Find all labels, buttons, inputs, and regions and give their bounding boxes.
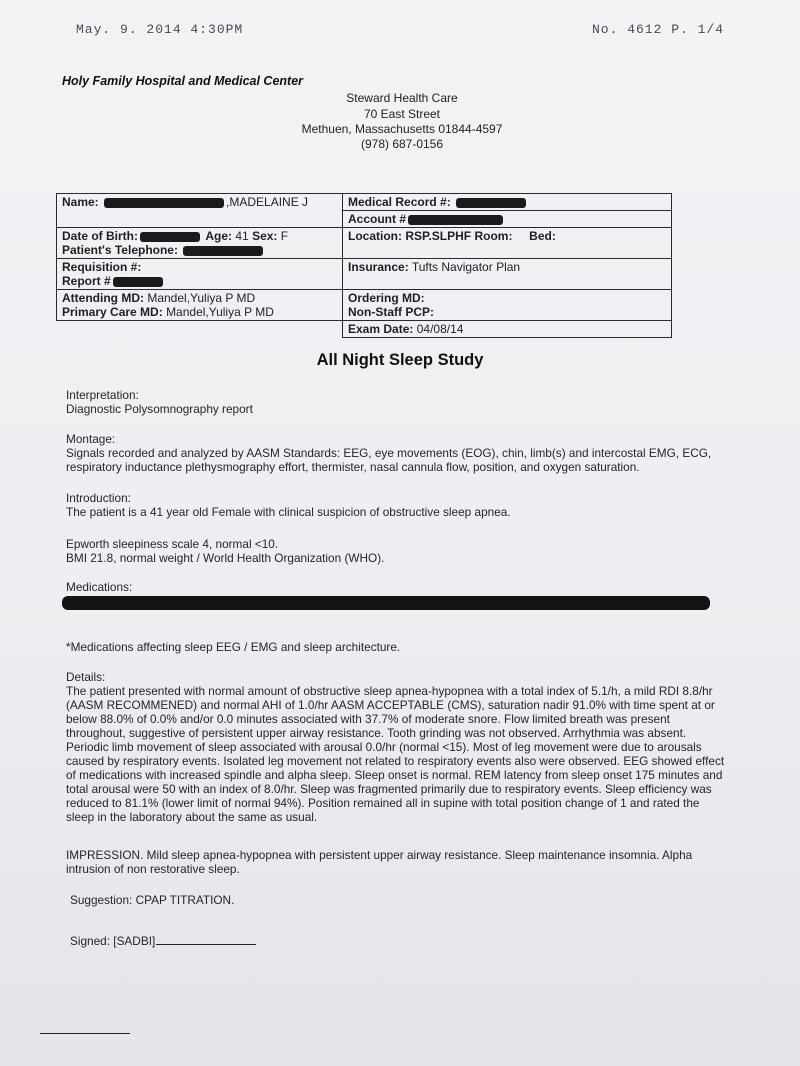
- requisition-cell: [57, 259, 343, 290]
- report-label: Report #: [62, 274, 111, 288]
- ordering-label: Ordering MD:: [348, 291, 425, 305]
- telephone-label: Patient's Telephone:: [62, 243, 178, 257]
- redaction-bar: [104, 198, 224, 208]
- medications-redaction-bar: [62, 596, 710, 610]
- redaction-bar: [113, 277, 163, 287]
- epworth-text: Epworth sleepiness scale 4, normal <10.: [66, 537, 279, 551]
- details-section: [66, 670, 726, 824]
- requisition-label: Requisition #:: [62, 260, 142, 274]
- redaction-bar: [183, 246, 263, 256]
- hospital-phone: (978) 687-0156: [360, 137, 444, 151]
- details-text: The patient presented with normal amount of obstructive sleep apnea-hypopnea with a total index of 5.1/h, a mild RDI 8.8/hr (AASM RECOMMENED) and normal AHI of 1.0/hr AASM ACCEPTABLE (CMS), saturation nadir 91.0% with time spent at or below 88.0% of 0.0% and/or 0.0 minutes associated with 37.7% of moderate snore. Flow limited breath was present throughout, suggestive of persistent upper airway resistance. Tooth grinding was not observed. Arrhythmia was absent. Periodic limb movement of sleep associated with arousal 0.0/hr (normal <15). Most of leg movement were due to arousals caused by respiratory events. Isolated leg movement not related to respiratory events also were observed. EEG showed effect of medications with increased spindle and alpha sleep. Sleep onset is normal. REM latency from sleep onset 175 minutes and total arousal were 50 with an index of 8.0/hr. Sleep was fragmented primarily due to respiratory events. Sleep efficiency was reduced to 81.1% (lower limit of normal 94%). Position remained all in supine with total position change of 1 and rated the sleep in the laboratory about the same as usual.: [66, 684, 725, 824]
- dob-label: Date of Birth:: [62, 229, 138, 243]
- patient-info-table: [56, 193, 672, 338]
- study-title: All Night Sleep Study: [316, 351, 484, 369]
- attending-value: Mandel,Yuliya P MD: [147, 291, 256, 305]
- impression-text: IMPRESSION. Mild sleep apnea-hypopnea with persistent upper airway resistance. Sleep maintenance insomnia. Alpha intrusion of non restorative sleep.: [66, 848, 693, 876]
- signed-text: Signed: [SADBI]: [70, 934, 156, 948]
- account-cell: [343, 211, 672, 228]
- introduction-text: The patient is a 41 year old Female with clinical suspicion of obstructive sleep apnea.: [66, 505, 511, 519]
- footer-rule: [40, 1033, 130, 1034]
- primary-care-value: Mandel,Yuliya P MD: [166, 305, 274, 319]
- dob-cell: [57, 228, 343, 259]
- non-staff-pcp-label: Non-Staff PCP:: [348, 305, 434, 319]
- org-name: Steward Health Care: [346, 91, 458, 105]
- room-label: Room:: [474, 229, 513, 243]
- insurance-value: Tufts Navigator Plan: [411, 260, 521, 274]
- montage-text: Signals recorded and analyzed by AASM Standards: EEG, eye movements (EOG), chin, limb(s) and intercostal EMG, ECG, respiratory inductance plethysmography effort, thermister, nasal cannula flow, position, and oxygen saturation.: [66, 446, 712, 474]
- medications-note: *Medications affecting sleep EEG / EMG and sleep architecture.: [66, 640, 401, 654]
- location-value: RSP.SLPHF: [405, 229, 472, 243]
- physicians-cell: [57, 290, 343, 321]
- redaction-bar: [456, 198, 526, 208]
- insurance-label: Insurance:: [348, 260, 409, 274]
- sex-value: F: [280, 229, 289, 243]
- age-value: 41: [235, 229, 249, 243]
- bmi-text: BMI 21.8, normal weight / World Health Organization (WHO).: [66, 551, 385, 565]
- fax-page-number: No. 4612 P. 1/4: [592, 22, 725, 37]
- scores-section: [66, 537, 726, 565]
- introduction-section: [66, 491, 726, 519]
- name-value: ,MADELAINE J: [226, 195, 309, 209]
- insurance-cell: [343, 259, 672, 290]
- age-label: Age:: [205, 229, 233, 243]
- name-label: Name:: [62, 195, 99, 209]
- interpretation-heading: Interpretation:: [66, 388, 139, 402]
- signature-underline: [156, 944, 256, 945]
- location-label: Location:: [348, 229, 402, 243]
- montage-heading: Montage:: [66, 432, 116, 446]
- attending-label: Attending MD:: [62, 291, 144, 305]
- city-address: Methuen, Massachusetts 01844-4597: [301, 122, 503, 136]
- empty-cell: [57, 321, 343, 338]
- suggestion-text: Suggestion: CPAP TITRATION.: [70, 893, 235, 907]
- bed-label: Bed:: [529, 229, 556, 243]
- location-cell: [343, 228, 672, 259]
- exam-date-cell: [343, 321, 672, 338]
- primary-care-label: Primary Care MD:: [62, 305, 163, 319]
- medical-record-label: Medical Record #:: [348, 195, 451, 209]
- interpretation-section: [66, 388, 726, 416]
- exam-date-value: 04/08/14: [416, 322, 464, 336]
- street-address: 70 East Street: [363, 107, 441, 121]
- medications-heading: Medications:: [66, 580, 133, 594]
- account-label: Account #: [348, 212, 407, 226]
- exam-date-label: Exam Date:: [348, 322, 414, 336]
- signature-line: [70, 934, 730, 948]
- interpretation-text: Diagnostic Polysomnography report: [66, 402, 253, 416]
- details-heading: Details:: [66, 670, 106, 684]
- name-cell: [57, 194, 343, 228]
- ordering-cell: [343, 290, 672, 321]
- hospital-name: Holy Family Hospital and Medical Center: [62, 74, 304, 88]
- redaction-bar: [408, 215, 503, 225]
- introduction-heading: Introduction:: [66, 491, 131, 505]
- redaction-bar: [140, 232, 200, 242]
- fax-date-time: May. 9. 2014 4:30PM: [76, 22, 244, 37]
- sex-label: Sex:: [252, 229, 278, 243]
- medical-record-cell: [343, 194, 672, 211]
- montage-section: [66, 432, 726, 474]
